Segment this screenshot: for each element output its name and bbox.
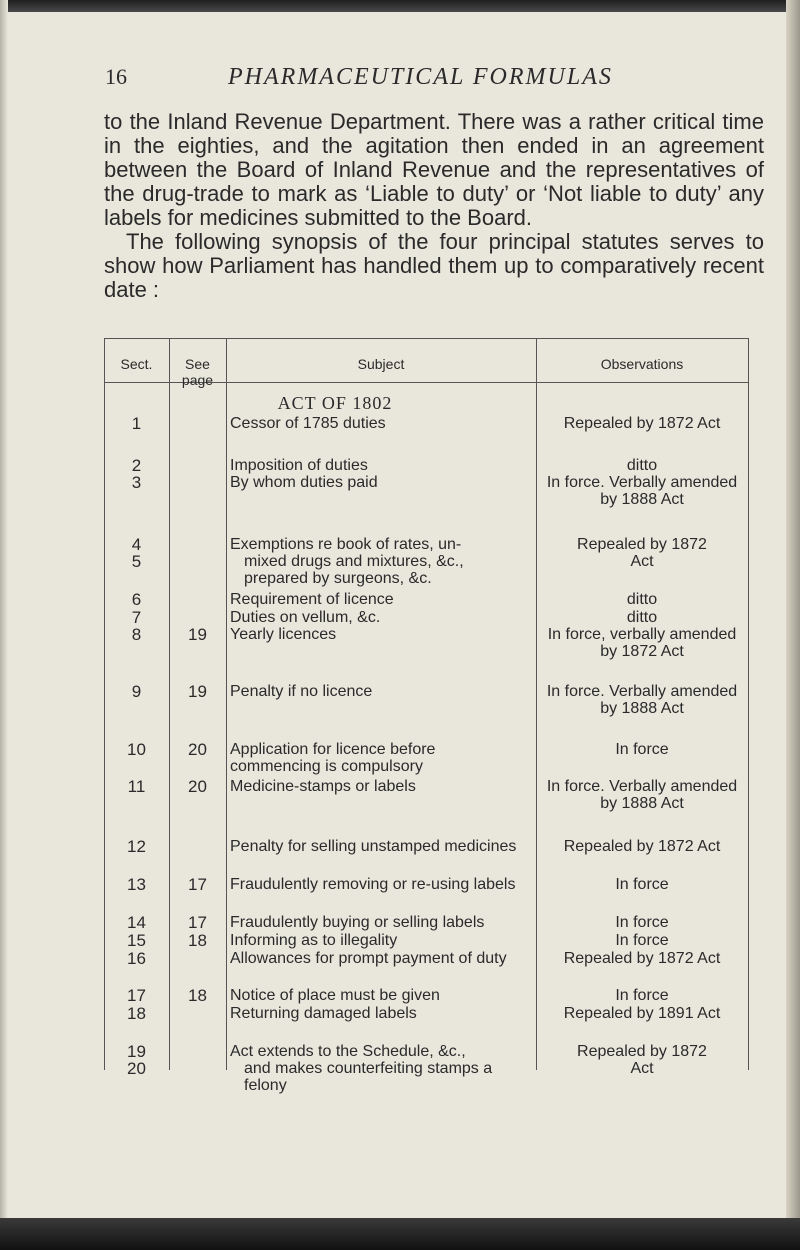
subject-text: Exemptions re book of rates, un- [230,536,462,553]
sect-number: 1 [131,414,142,433]
see-page-number: 18 [188,986,207,1005]
subject-text: Allowances for prompt payment of duty [230,950,507,967]
see-page-number: 17 [188,913,207,932]
sect-number: 2 [131,456,142,475]
observation-text: In force. Verbally amended by 1888 Act [546,474,738,508]
sect-number: 8 [131,625,142,644]
statute-synopsis-table [104,338,749,1094]
observation-text: Repealed by 1872 [577,1043,707,1060]
column-rule [748,338,749,1070]
sect-number: 16 [127,949,146,968]
observation-text: Repealed by 1872 Act [563,950,721,967]
subject-text: Act extends to the Schedule, &c., [230,1043,466,1060]
subject-text: Returning damaged labels [230,1005,417,1022]
page-number: 16 [105,64,127,89]
subject-text: Imposition of duties [230,457,368,474]
see-page-number: 20 [188,740,207,759]
sect-number: 10 [127,740,146,759]
sect-number: 6 [131,590,142,609]
subject-text: prepared by surgeons, &c. [244,570,432,587]
observation-text: Repealed by 1872 [577,536,707,553]
observation-text: Act [630,553,654,570]
subject-text: Application for licence before commencing is compulsory [230,741,436,775]
subject-text: Duties on vellum, &c. [230,609,381,626]
subject-text: Fraudulently removing or re-using labels [230,876,516,893]
running-head: PHARMACEUTICAL FORMULAS [228,64,613,90]
column-rule [226,338,227,1070]
sect-number: 9 [131,682,142,701]
subject-text: Notice of place must be given [230,987,440,1004]
see-page-number: 19 [188,682,207,701]
observation-text: In force, verbally amended by 1872 Act [547,626,737,660]
observation-text: In force. Verbally amended by 1888 Act [546,778,738,812]
sect-number: 3 [131,473,142,492]
subject-text: Penalty if no licence [230,683,373,700]
sect-number: 4 [131,535,142,554]
column-rule [536,338,537,1070]
sect-number: 14 [127,913,146,932]
sect-number: 7 [131,608,142,627]
observation-text: In force [615,932,669,949]
scan-top-edge [0,0,800,12]
see-page-number: 17 [188,875,207,894]
subject-text: Yearly licences [230,626,337,643]
observation-text: Act [630,1060,654,1077]
intro-text [104,110,764,302]
sect-number: 18 [127,1004,146,1023]
column-header-sect: Sect. [120,356,153,372]
column-rule [169,338,170,1070]
subject-text: Penalty for selling unstamped medicines [230,838,517,855]
sect-number: 17 [127,986,146,1005]
subject-text: Requirement of licence [230,591,394,608]
intro-paragraph: to the Inland Revenue Department. There was a rather critical time in the eighties, and the agitation then ended in an agreement between the Board of Inland Revenue and the representatives of the drug-trade to mark as ‘Liable to duty’ or ‘Not liable to duty’ any labels for medicines submitted to the Board. [104,109,764,230]
observation-text: Repealed by 1872 Act [563,838,721,855]
observation-text: In force [615,741,669,758]
subject-text: Cessor of 1785 duties [230,415,386,432]
scan-right-edge [786,0,800,1250]
subject-text: Fraudulently buying or selling labels [230,914,485,931]
observation-text: Repealed by 1872 Act [563,415,721,432]
intro-paragraph: The following synopsis of the four principal statutes serves to show how Parliament has handled them up to comparatively recent date : [104,229,764,302]
see-page-number: 19 [188,625,207,644]
subject-text: By whom duties paid [230,474,378,491]
observation-text: Repealed by 1891 Act [563,1005,721,1022]
observation-text: In force. Verbally amended by 1888 Act [546,683,738,717]
observation-text: In force [615,987,669,1004]
subject-text: and makes counterfeiting stamps a felony [244,1060,493,1094]
sect-number: 12 [127,837,146,856]
sect-number: 15 [127,931,146,950]
column-header-observations: Observations [600,356,684,372]
sect-number: 13 [127,875,146,894]
sect-number: 20 [127,1059,146,1078]
subject-text: Medicine-stamps or labels [230,778,416,795]
see-page-number: 18 [188,931,207,950]
sect-number: 19 [127,1042,146,1061]
observation-text: ditto [626,457,658,474]
observation-text: ditto [626,591,658,608]
observation-text: In force [615,876,669,893]
column-header-subject: Subject [357,356,405,372]
observation-text: In force [615,914,669,931]
sect-number: 11 [127,777,146,796]
observation-text: ditto [626,609,658,626]
see-page-number: 20 [188,777,207,796]
act-heading: ACT OF 1802 [277,393,393,413]
table-top-rule [104,338,749,339]
subject-text: Informing as to illegality [230,932,398,949]
subject-text: mixed drugs and mixtures, &c., [244,553,464,570]
sect-number: 5 [131,552,142,571]
scan-bottom-edge [0,1218,800,1250]
column-header-see-page: See page [181,356,214,388]
scan-left-edge [0,0,8,1250]
